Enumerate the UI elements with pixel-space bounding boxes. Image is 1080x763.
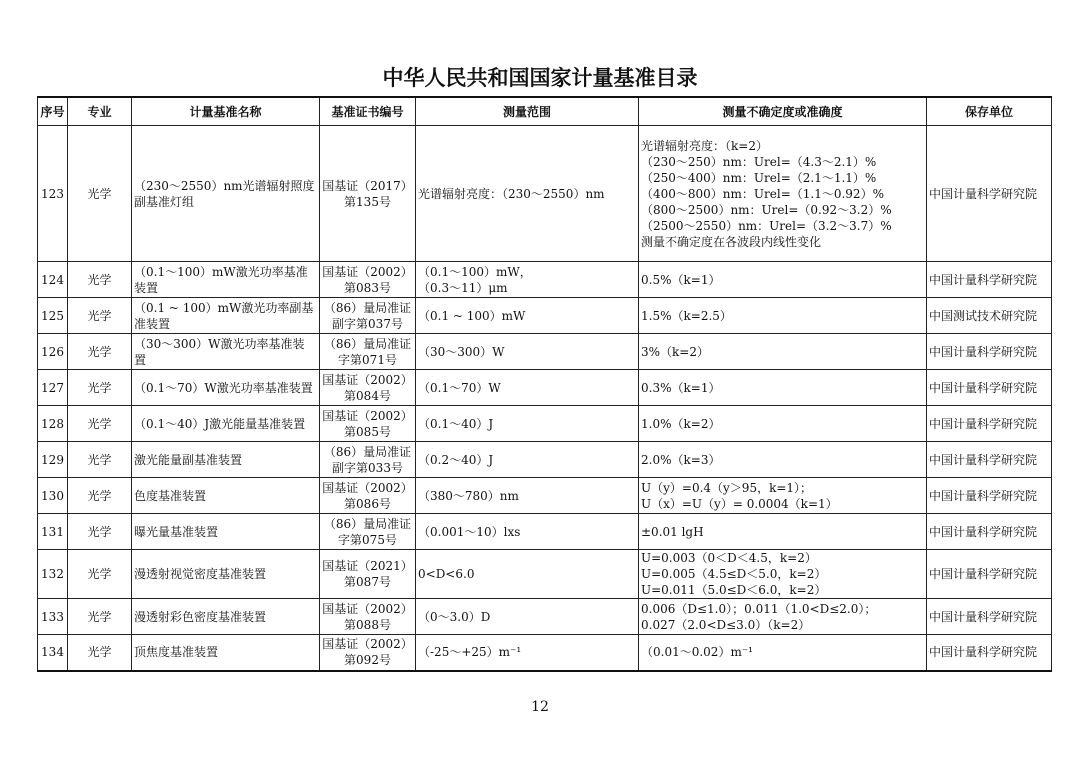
standard-name-line: （0.1～100）mW激光功率基准 — [134, 264, 308, 279]
standard-name-line: 副基准灯组 — [134, 194, 195, 209]
range-line: （0.1～100）mW， — [418, 264, 532, 279]
uncertainty-line: 0.006（D≤1.0）；0.011（1.0<D≤2.0）； — [641, 601, 877, 616]
cell-measurement-range — [416, 262, 639, 298]
certificate-line: 第085号 — [344, 424, 391, 439]
cell-standard-name — [132, 599, 320, 635]
cell-certificate-no — [320, 406, 416, 442]
cell-serial-no: 127 — [38, 370, 68, 406]
certificate-line: （86）量局准证 — [323, 516, 412, 531]
header-custodian: 保存单位 — [927, 97, 1052, 126]
uncertainty-line: 0.5%（k=1） — [641, 272, 721, 287]
cell-serial-no: 129 — [38, 442, 68, 478]
certificate-line: 第084号 — [344, 388, 391, 403]
cell-serial-no: 124 — [38, 262, 68, 298]
table-body — [38, 126, 1052, 671]
certificate-line: （86）量局准证 — [323, 300, 412, 315]
cell-standard-name — [132, 298, 320, 334]
cell-certificate-no — [320, 442, 416, 478]
cell-uncertainty — [639, 550, 927, 599]
uncertainty-line: U=0.003（0＜D＜4.5，k=2） — [641, 551, 817, 565]
cell-custodian: 中国计量科学研究院 — [927, 478, 1052, 514]
cell-standard-name — [132, 126, 320, 262]
cell-uncertainty — [639, 599, 927, 635]
range-line: （0.3～11）μm — [418, 280, 508, 295]
range-line: （0.1 ~ 100）mW — [418, 308, 526, 323]
cell-uncertainty — [639, 334, 927, 370]
cell-serial-no: 131 — [38, 514, 68, 550]
uncertainty-line: （250～400）nm：Urel=（2.1～1.1）% — [641, 170, 877, 185]
table-row — [38, 262, 1052, 298]
cell-serial-no: 123 — [38, 126, 68, 262]
table-row — [38, 370, 1052, 406]
certificate-line: 国基证（2021） — [322, 559, 413, 573]
cell-custodian: 中国计量科学研究院 — [927, 599, 1052, 635]
cell-standard-name — [132, 514, 320, 550]
cell-certificate-no — [320, 550, 416, 599]
cell-field: 光学 — [68, 334, 132, 370]
cell-uncertainty — [639, 370, 927, 406]
certificate-line: （86）量局准证 — [323, 444, 412, 459]
cell-custodian: 中国计量科学研究院 — [927, 370, 1052, 406]
cell-custodian: 中国测试技术研究院 — [927, 298, 1052, 334]
table-header-row — [38, 97, 1052, 126]
uncertainty-line: ±0.01 lgH — [641, 524, 704, 539]
standard-name-line: 漫透射彩色密度基准装置 — [134, 609, 267, 624]
table-row — [38, 406, 1052, 442]
cell-certificate-no — [320, 126, 416, 262]
cell-field: 光学 — [68, 442, 132, 478]
cell-standard-name — [132, 550, 320, 599]
cell-standard-name — [132, 334, 320, 370]
uncertainty-line: 2.0%（k=3） — [641, 452, 721, 467]
cell-serial-no: 134 — [38, 635, 68, 671]
cell-uncertainty — [639, 442, 927, 478]
standard-name-line: 顶焦度基准装置 — [134, 645, 219, 660]
range-line: （-25～+25）m⁻¹ — [418, 645, 522, 660]
standard-name-line: （0.1～70）W激光功率基准装置 — [134, 380, 313, 395]
certificate-line: 国基证（2002） — [322, 480, 413, 495]
document-title: 中华人民共和国国家计量基准目录 — [382, 66, 698, 90]
standard-name-line: 漫透射视觉密度基准装置 — [134, 567, 267, 581]
certificate-line: 国基证（2002） — [322, 408, 413, 423]
cell-field: 光学 — [68, 126, 132, 262]
uncertainty-line: （400～800）nm：Urel=（1.1～0.92）% — [641, 186, 884, 201]
cell-measurement-range — [416, 514, 639, 550]
range-line: （0.001～10）lxs — [418, 524, 521, 539]
cell-standard-name — [132, 262, 320, 298]
cell-uncertainty — [639, 126, 927, 262]
cell-certificate-no — [320, 334, 416, 370]
standard-name-line: 置 — [134, 352, 147, 367]
uncertainty-line: （0.01～0.02）m⁻¹ — [641, 645, 753, 660]
cell-uncertainty — [639, 298, 927, 334]
certificate-line: 字第075号 — [338, 532, 397, 547]
page-number: 12 — [531, 699, 549, 715]
uncertainty-line: 0.3%（k=1） — [641, 380, 721, 395]
header-uncertainty: 测量不确定度或准确度 — [639, 97, 927, 126]
uncertainty-line: 3%（k=2） — [641, 344, 709, 359]
cell-certificate-no — [320, 514, 416, 550]
uncertainty-line: U（y）=0.4（y＞95，k=1）； — [641, 480, 813, 495]
standard-name-line: 准装置 — [134, 316, 171, 331]
range-line: （0～3.0）D — [418, 609, 491, 624]
certificate-line: 国基证（2017） — [322, 178, 413, 193]
uncertainty-line: 1.0%（k=2） — [641, 416, 721, 431]
certificate-line: 国基证（2002） — [322, 264, 413, 279]
cell-field: 光学 — [68, 298, 132, 334]
table-row — [38, 298, 1052, 334]
cell-uncertainty — [639, 262, 927, 298]
cell-measurement-range — [416, 478, 639, 514]
standard-name-line: 装置 — [134, 280, 159, 295]
uncertainty-line: U=0.005（4.5≤D＜5.0，k=2） — [641, 567, 827, 581]
cell-custodian: 中国计量科学研究院 — [927, 635, 1052, 671]
table-row — [38, 635, 1052, 671]
cell-standard-name — [132, 442, 320, 478]
cell-measurement-range — [416, 298, 639, 334]
uncertainty-line: 测量不确定度在各波段内线性变化 — [641, 234, 822, 249]
table-row — [38, 550, 1052, 599]
cell-standard-name — [132, 370, 320, 406]
cell-field: 光学 — [68, 370, 132, 406]
certificate-line: （86）量局准证 — [323, 336, 412, 351]
table-row — [38, 599, 1052, 635]
cell-measurement-range — [416, 370, 639, 406]
cell-field: 光学 — [68, 550, 132, 599]
range-line: （0.1～70）W — [418, 380, 501, 395]
header-measurement-range: 测量范围 — [416, 97, 639, 126]
standard-name-line: （0.1 ~ 100）mW激光功率副基 — [134, 300, 314, 315]
standard-name-line: 曝光量基准装置 — [134, 524, 219, 539]
cell-field: 光学 — [68, 599, 132, 635]
cell-serial-no: 130 — [38, 478, 68, 514]
table-row — [38, 126, 1052, 262]
cell-certificate-no — [320, 370, 416, 406]
table-row — [38, 334, 1052, 370]
table-row — [38, 514, 1052, 550]
cell-standard-name — [132, 406, 320, 442]
uncertainty-line: 光谱辐射亮度：（k=2） — [641, 138, 768, 153]
cell-field: 光学 — [68, 635, 132, 671]
standard-name-line: 激光能量副基准装置 — [134, 452, 243, 467]
header-field: 专业 — [68, 97, 132, 126]
cell-custodian: 中国计量科学研究院 — [927, 126, 1052, 262]
uncertainty-line: （230～250）nm：Urel=（4.3～2.1）% — [641, 154, 877, 169]
range-line: 0<D<6.0 — [418, 567, 475, 581]
header-serial-no: 序号 — [38, 97, 68, 126]
certificate-line: 国基证（2002） — [322, 637, 413, 652]
certificate-line: 字第071号 — [338, 352, 397, 367]
cell-measurement-range — [416, 126, 639, 262]
cell-custodian: 中国计量科学研究院 — [927, 262, 1052, 298]
cell-certificate-no — [320, 298, 416, 334]
cell-field: 光学 — [68, 478, 132, 514]
range-line: （0.1～40）J — [418, 416, 494, 431]
cell-certificate-no — [320, 262, 416, 298]
cell-measurement-range — [416, 635, 639, 671]
cell-field: 光学 — [68, 514, 132, 550]
range-line: 光谱辐射亮度：（230～2550）nm — [418, 186, 605, 201]
table-row — [38, 442, 1052, 478]
cell-uncertainty — [639, 478, 927, 514]
cell-measurement-range — [416, 406, 639, 442]
header-standard-name: 计量基准名称 — [132, 97, 320, 126]
cell-custodian: 中国计量科学研究院 — [927, 442, 1052, 478]
cell-field: 光学 — [68, 262, 132, 298]
standard-name-line: （30～300）W激光功率基准装 — [134, 336, 305, 351]
cell-measurement-range — [416, 550, 639, 599]
cell-certificate-no — [320, 478, 416, 514]
cell-measurement-range — [416, 442, 639, 478]
cell-serial-no: 125 — [38, 298, 68, 334]
certificate-line: 第087号 — [344, 575, 391, 589]
cell-certificate-no — [320, 635, 416, 671]
uncertainty-line: 1.5%（k=2.5） — [641, 308, 732, 323]
cell-standard-name — [132, 635, 320, 671]
cell-uncertainty — [639, 514, 927, 550]
range-line: （30～300）W — [418, 344, 505, 359]
uncertainty-line: 0.027（2.0<D≤3.0）（k=2） — [641, 617, 811, 632]
certificate-line: 国基证（2002） — [322, 372, 413, 387]
cell-custodian: 中国计量科学研究院 — [927, 514, 1052, 550]
cell-certificate-no — [320, 599, 416, 635]
uncertainty-line: U（x）=U（y）= 0.0004（k=1） — [641, 496, 838, 511]
cell-serial-no: 128 — [38, 406, 68, 442]
certificate-line: 第083号 — [344, 280, 391, 295]
cell-custodian: 中国计量科学研究院 — [927, 334, 1052, 370]
certificate-line: 第086号 — [344, 496, 391, 511]
certificate-line: 国基证（2002） — [322, 601, 413, 616]
range-line: （0.2～40）J — [418, 452, 494, 467]
uncertainty-line: U=0.011（5.0≤D＜6.0，k=2） — [641, 583, 827, 597]
cell-serial-no: 126 — [38, 334, 68, 370]
cell-standard-name — [132, 478, 320, 514]
standard-name-line: 色度基准装置 — [134, 488, 207, 503]
uncertainty-line: （2500～2550）nm：Urel=（3.2～3.7）% — [641, 218, 892, 233]
uncertainty-line: （800～2500）nm：Urel=（0.92～3.2）% — [641, 202, 892, 217]
cell-uncertainty — [639, 406, 927, 442]
certificate-line: 副字第037号 — [332, 316, 403, 331]
cell-field: 光学 — [68, 406, 132, 442]
certificate-line: 副字第033号 — [332, 460, 403, 475]
cell-custodian: 中国计量科学研究院 — [927, 406, 1052, 442]
header-certificate-no: 基准证书编号 — [320, 97, 416, 126]
cell-serial-no: 133 — [38, 599, 68, 635]
range-line: （380～780）nm — [418, 488, 519, 503]
cell-uncertainty — [639, 635, 927, 671]
cell-serial-no: 132 — [38, 550, 68, 599]
certificate-line: 第135号 — [344, 194, 391, 209]
certificate-line: 第092号 — [344, 653, 391, 668]
table-row — [38, 478, 1052, 514]
standard-name-line: （230～2550）nm光谱辐射照度 — [134, 178, 315, 193]
standard-name-line: （0.1～40）J激光能量基准装置 — [134, 416, 306, 431]
certificate-line: 第088号 — [344, 617, 391, 632]
cell-custodian: 中国计量科学研究院 — [927, 550, 1052, 599]
standards-table — [37, 96, 1052, 672]
cell-measurement-range — [416, 599, 639, 635]
cell-measurement-range — [416, 334, 639, 370]
